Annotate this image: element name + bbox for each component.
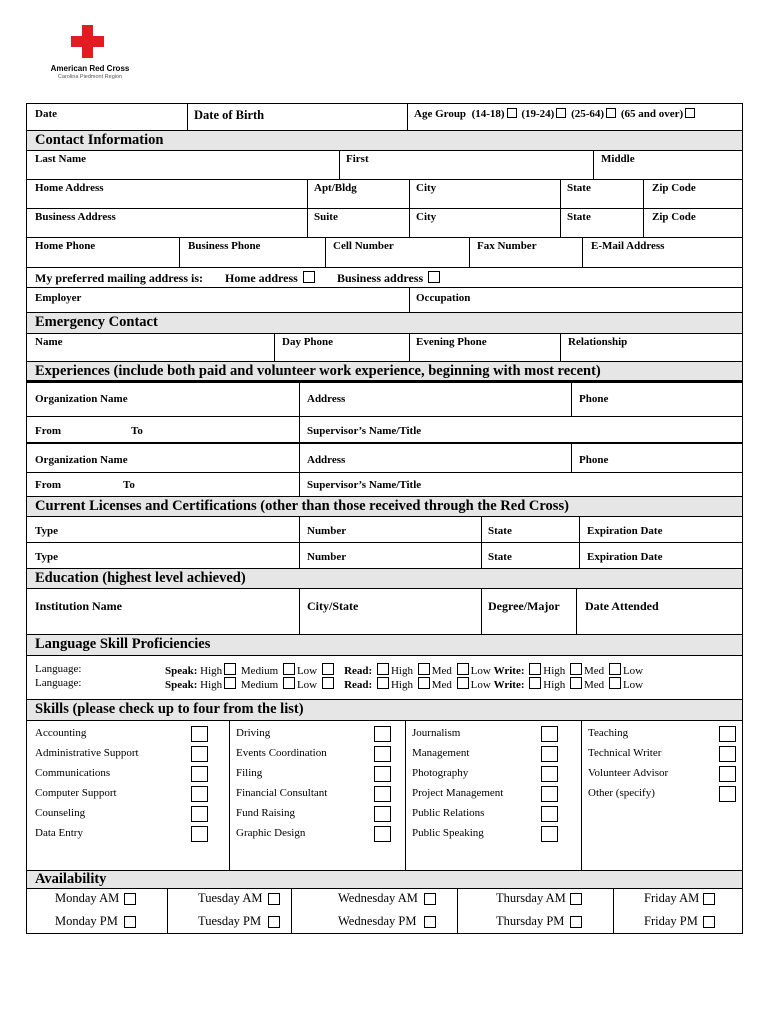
occupation-field[interactable] [409,288,744,312]
availability-label: Monday PM [55,914,118,928]
education-city-state-label: City/State [307,599,359,613]
business-phone-field[interactable] [179,238,325,267]
business-state-label: State [567,211,591,223]
business-state-field[interactable] [560,209,643,237]
skill-label: Teaching [588,727,629,739]
skills-col-4 [581,721,744,870]
evening-phone-field[interactable] [409,334,560,361]
degree-field[interactable] [481,589,576,634]
skill-checkbox[interactable] [374,726,391,742]
dob-label: Date of Birth [194,108,265,122]
availability-label: Friday AM [644,891,700,905]
license2-expiration-field[interactable] [579,543,744,568]
mailing-business-option [337,271,442,286]
age-25-64-label: (25-64) [571,108,605,120]
last-name-label: Last Name [35,153,87,165]
skill-checkbox[interactable] [719,746,736,762]
first-name-field[interactable] [339,151,593,179]
skill-label: Volunteer Advisor [588,767,669,779]
age-19-24-label: (19-24) [521,108,555,120]
license1-type-field[interactable] [27,517,299,542]
write-low-checkbox[interactable] [609,663,621,675]
write-high-checkbox[interactable] [529,663,541,675]
employer-label: Employer [35,292,82,304]
license-2-row [26,542,743,568]
read-high-checkbox[interactable] [377,677,389,689]
skill-checkbox[interactable] [541,726,558,742]
write-high-checkbox[interactable] [529,677,541,689]
write-med-checkbox[interactable] [570,677,582,689]
business-zip-field[interactable] [643,209,744,237]
read-high-label: High [390,665,413,677]
speak-low-checkbox[interactable] [322,663,334,675]
read-high-label: High [390,679,413,691]
exp2-to-label: To [123,479,135,491]
write-label: Write: [493,665,525,677]
zip-field[interactable] [643,180,744,208]
skill-label: Public Relations [412,807,485,819]
contact-header [26,130,743,150]
city-label: City [416,182,437,194]
skill-label: Public Speaking [412,827,484,839]
skill-label: Administrative Support [35,747,139,759]
apt-field[interactable] [307,180,409,208]
license2-number-label: Number [307,551,347,563]
red-cross-logo [40,22,140,82]
suite-field[interactable] [307,209,409,237]
exp1-supervisor-field[interactable] [299,417,744,442]
last-name-field[interactable] [27,151,339,179]
speak-high-checkbox[interactable] [224,663,236,675]
date-attended-label: Date Attended [585,599,659,613]
skills-header [26,699,743,720]
speak-label: Speak: [165,679,198,691]
availability-label: Tuesday AM [198,891,263,905]
skills-col-1 [27,721,229,870]
date-label: Date [35,108,57,120]
availability-label: Wednesday PM [338,914,417,928]
exp2-org-label: Organization Name [35,454,128,466]
speak-medium-label: Medium [240,665,279,677]
write-med-label: Med [584,679,605,691]
skill-label: Graphic Design [236,827,306,839]
availability-checkbox[interactable] [703,916,715,928]
availability-label: Friday PM [644,914,698,928]
availability-monday [27,889,167,933]
read-med-label: Med [431,665,452,677]
cell-number-field[interactable] [325,238,469,267]
occupation-label: Occupation [416,292,471,304]
skill-label: Communications [35,767,111,779]
availability-header [26,870,743,888]
employer-field[interactable] [27,288,409,312]
mailing-label: My preferred mailing address is: [35,271,203,285]
language-header [26,634,743,655]
home-address-field[interactable] [27,180,307,208]
speak-high-label: High [200,665,223,677]
city-field[interactable] [409,180,560,208]
availability-friday [613,889,744,933]
mailing-home-option [225,271,317,286]
age-65-over-checkbox[interactable] [685,108,695,118]
emergency-row [26,333,743,361]
age-group-label: Age Group [414,108,467,120]
cell-number-label: Cell Number [333,240,394,252]
skills-section [26,720,743,870]
exp1-to-label: To [131,425,143,437]
skill-checkbox[interactable] [191,806,208,822]
degree-label: Degree/Major [488,599,560,613]
read-low-label: Low [470,665,491,677]
license1-number-label: Number [307,525,347,537]
read-label: Read: [344,665,373,677]
availability-wednesday [291,889,457,933]
read-low-label: Low [470,679,491,691]
write-high-label: High [543,665,566,677]
skill-checkbox[interactable] [191,746,208,762]
license1-state-field[interactable] [481,517,579,542]
availability-checkbox[interactable] [424,893,436,905]
skill-label: Management [412,747,470,759]
exp1-phone-label: Phone [579,393,609,405]
skill-label: Other (specify) [588,787,655,799]
emergency-header-text: Emergency Contact [35,314,158,330]
skill-checkbox[interactable] [541,786,558,802]
zip-label: Zip Code [652,182,696,194]
availability-checkbox[interactable] [124,916,136,928]
skill-label: Accounting [35,727,87,739]
institution-label: Institution Name [35,599,123,613]
emergency-header [26,312,743,333]
exp2-supervisor-field[interactable] [299,473,744,496]
skill-checkbox[interactable] [719,726,736,742]
license1-expiration-label: Expiration Date [587,525,663,537]
home-address-label: Home Address [35,182,104,194]
exp1-dates-field[interactable] [27,417,299,442]
exp2-dates-field[interactable] [27,473,299,496]
exp2-from-label: From [35,479,62,491]
exp2-org-field[interactable] [27,444,299,472]
write-low-checkbox[interactable] [609,677,621,689]
availability-label: Thursday PM [496,914,565,928]
age-19-24-checkbox[interactable] [556,108,566,118]
speak-low-checkbox[interactable] [322,677,334,689]
employer-row [26,287,743,312]
fax-number-label: Fax Number [477,240,537,252]
suite-label: Suite [314,211,338,223]
speak-high-checkbox[interactable] [224,677,236,689]
logo-subtitle: Carolina Piedmont Region [57,74,123,80]
business-city-field[interactable] [409,209,560,237]
write-med-label: Med [584,665,605,677]
exp2-address-field[interactable] [299,444,571,472]
email-label: E-Mail Address [591,240,665,252]
skill-label: Project Management [412,787,504,799]
availability-thursday [457,889,613,933]
emergency-name-field[interactable] [27,334,274,361]
skill-checkbox[interactable] [719,766,736,782]
skill-checkbox[interactable] [374,826,391,842]
logo-title: American Red Cross [50,64,130,73]
exp2-supervisor-label: Supervisor’s Name/Title [307,479,422,491]
speak-high-label: High [200,679,223,691]
language-2-label[interactable]: Language: [35,677,82,689]
mailing-home-checkbox[interactable] [303,271,315,283]
skill-checkbox[interactable] [191,726,208,742]
skill-label: Counseling [35,807,86,819]
license2-number-field[interactable] [299,543,481,568]
language-section [26,655,743,699]
availability-label: Tuesday PM [198,914,262,928]
mailing-row [26,267,743,287]
age-65-over-label: (65 and over) [620,108,684,120]
availability-checkbox[interactable] [124,893,136,905]
date-attended-field[interactable] [576,589,744,634]
experiences-header-text: Experiences (include both paid and volunteer work experience, beginning with most recent) [35,363,601,379]
skills-col-2 [229,721,405,870]
read-med-label: Med [431,679,452,691]
read-med-checkbox[interactable] [418,663,430,675]
date-row [26,103,743,130]
age-14-18-label: (14-18) [471,108,505,120]
dob-field[interactable] [187,104,407,130]
experiences-header [26,361,743,382]
skill-label: Driving [236,727,271,739]
exp1-phone-field[interactable] [571,383,744,416]
license2-state-label: State [488,551,512,563]
skill-label: Events Coordination [236,747,327,759]
exp1-supervisor-label: Supervisor’s Name/Title [307,425,422,437]
language-2-ratings [165,677,643,691]
skill-checkbox[interactable] [541,766,558,782]
skill-checkbox[interactable] [541,806,558,822]
business-address-row [26,208,743,237]
mailing-business-label: Business address [337,271,424,285]
skill-label: Financial Consultant [236,787,328,799]
skill-checkbox[interactable] [191,786,208,802]
business-address-field[interactable] [27,209,307,237]
exp2-address-label: Address [307,454,346,466]
speak-medium-checkbox[interactable] [283,663,295,675]
availability-label: Thursday AM [496,891,566,905]
skill-label: Photography [412,767,469,779]
experience-2-dates-row [26,472,743,496]
skill-checkbox[interactable] [374,746,391,762]
skill-label: Fund Raising [236,807,295,819]
mailing-home-label: Home address [225,271,298,285]
institution-field[interactable] [27,589,299,634]
availability-checkbox[interactable] [424,916,436,928]
emergency-name-label: Name [35,336,63,348]
read-low-checkbox[interactable] [457,677,469,689]
skill-checkbox[interactable] [191,826,208,842]
skill-checkbox[interactable] [719,786,736,802]
exp1-address-label: Address [307,393,346,405]
age-25-64-checkbox[interactable] [606,108,616,118]
speak-low-label: Low [296,665,318,677]
skill-checkbox[interactable] [374,806,391,822]
license1-number-field[interactable] [299,517,481,542]
skill-label: Technical Writer [588,747,662,759]
speak-medium-label: Medium [240,679,279,691]
availability-checkbox[interactable] [570,916,582,928]
licenses-header-text: Current Licenses and Certifications (other than those received through the Red Cross) [35,498,569,514]
experience-2-row [26,442,743,472]
business-zip-label: Zip Code [652,211,696,223]
exp1-org-field[interactable] [27,383,299,416]
mailing-business-checkbox[interactable] [428,271,440,283]
language-1-ratings [165,663,643,677]
write-low-label: Low [622,665,644,677]
speak-label: Speak: [165,665,198,677]
skill-label: Journalism [412,727,461,739]
education-city-state-field[interactable] [299,589,481,634]
business-city-label: City [416,211,437,223]
age-14-18-checkbox[interactable] [507,108,517,118]
day-phone-field[interactable] [274,334,409,361]
license1-type-label: Type [35,525,59,537]
home-address-row [26,179,743,208]
availability-checkbox[interactable] [570,893,582,905]
education-header [26,568,743,588]
write-high-label: High [543,679,566,691]
license2-type-field[interactable] [27,543,299,568]
date-field[interactable] [27,104,187,130]
licenses-header [26,496,743,516]
email-field[interactable] [582,238,744,267]
license2-type-label: Type [35,551,59,563]
day-phone-label: Day Phone [282,336,334,348]
education-header-text: Education (highest level achieved) [35,570,246,586]
relationship-label: Relationship [568,336,628,348]
license-1-row [26,516,743,542]
availability-checkbox[interactable] [268,893,280,905]
phone-row [26,237,743,267]
relationship-field[interactable] [560,334,744,361]
middle-name-field[interactable] [593,151,744,179]
education-row [26,588,743,634]
read-med-checkbox[interactable] [418,677,430,689]
volunteer-form [26,103,743,933]
red-cross-icon [71,25,104,58]
evening-phone-label: Evening Phone [416,336,487,348]
exp2-phone-field[interactable] [571,444,744,472]
middle-name-label: Middle [601,153,635,165]
state-field[interactable] [560,180,643,208]
skill-checkbox[interactable] [541,826,558,842]
read-low-checkbox[interactable] [457,663,469,675]
license1-expiration-field[interactable] [579,517,744,542]
exp1-from-label: From [35,425,62,437]
state-label: State [567,182,591,194]
apt-label: Apt/Bldg [314,182,357,194]
age-group-options [414,108,697,120]
availability-label: Monday AM [55,891,120,905]
contact-header-text: Contact Information [35,132,164,148]
exp2-phone-label: Phone [579,454,609,466]
language-header-text: Language Skill Proficiencies [35,636,211,652]
skill-checkbox[interactable] [374,766,391,782]
write-low-label: Low [622,679,644,691]
name-row [26,150,743,179]
skill-checkbox[interactable] [541,746,558,762]
availability-checkbox[interactable] [703,893,715,905]
skill-checkbox[interactable] [374,786,391,802]
fax-number-field[interactable] [469,238,582,267]
availability-header-text: Availability [35,871,107,887]
license2-state-field[interactable] [481,543,579,568]
skill-label: Filing [236,767,263,779]
availability-section [26,888,743,934]
license1-state-label: State [488,525,512,537]
license2-expiration-label: Expiration Date [587,551,663,563]
speak-low-label: Low [296,679,318,691]
availability-label: Wednesday AM [338,891,418,905]
home-phone-field[interactable] [27,238,179,267]
availability-tuesday [167,889,291,933]
language-1-label[interactable]: Language: [35,663,82,675]
skill-label: Computer Support [35,787,117,799]
skills-col-3 [405,721,581,870]
skill-label: Data Entry [35,827,83,839]
speak-medium-checkbox[interactable] [283,677,295,689]
read-label: Read: [344,679,373,691]
experience-1-row [26,382,743,416]
read-high-checkbox[interactable] [377,663,389,675]
age-group [407,104,744,130]
first-name-label: First [346,153,369,165]
availability-checkbox[interactable] [268,916,280,928]
home-phone-label: Home Phone [35,240,96,252]
skill-checkbox[interactable] [191,766,208,782]
business-phone-label: Business Phone [188,240,261,252]
experience-1-dates-row [26,416,743,442]
business-address-label: Business Address [35,211,116,223]
exp1-org-label: Organization Name [35,393,128,405]
exp1-address-field[interactable] [299,383,571,416]
write-med-checkbox[interactable] [570,663,582,675]
skills-header-text: Skills (please check up to four from the list) [35,701,304,717]
write-label: Write: [493,679,525,691]
